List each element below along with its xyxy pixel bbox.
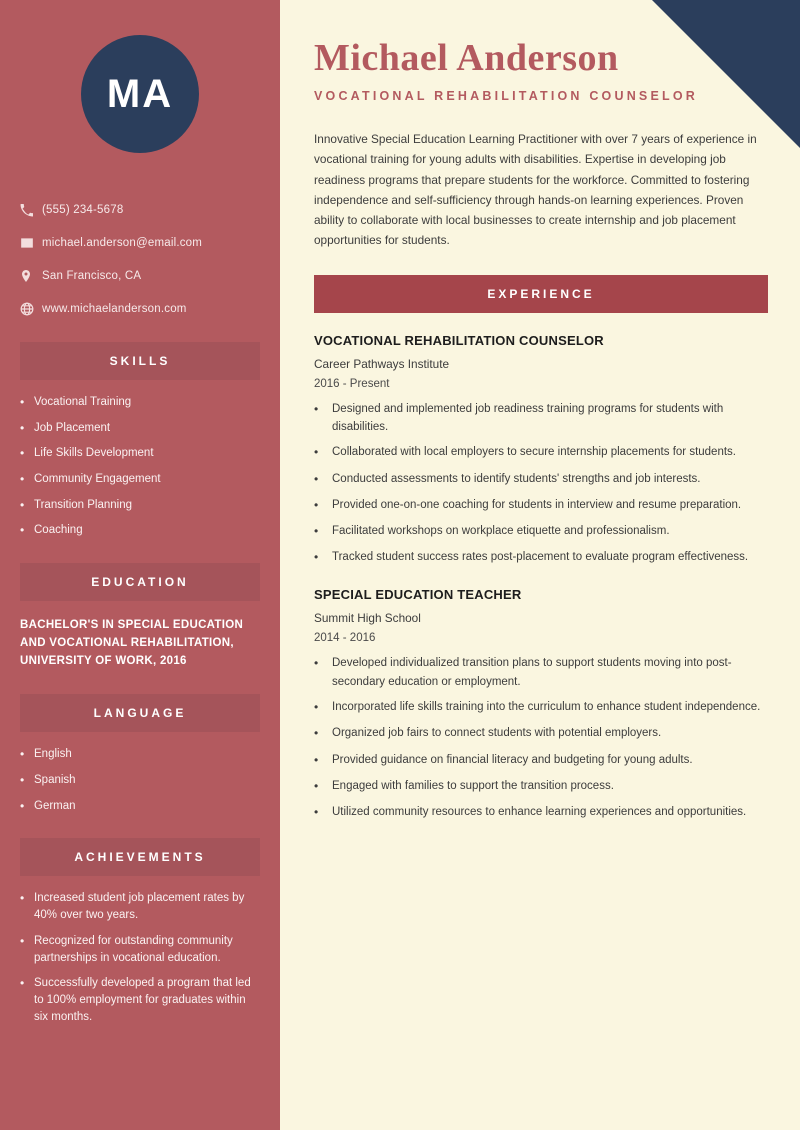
bullet-icon: • xyxy=(20,446,25,461)
bullet-icon: • xyxy=(314,524,319,539)
email-text: michael.anderson@email.com xyxy=(42,237,203,249)
bullet-icon: • xyxy=(20,976,25,991)
list-item xyxy=(20,890,260,923)
bullet-icon: • xyxy=(20,497,25,512)
job-org: Summit High School xyxy=(314,611,421,626)
experience-entry xyxy=(314,587,768,822)
bullet-icon: • xyxy=(314,726,319,741)
education-heading: EDUCATION xyxy=(20,563,260,601)
list-item xyxy=(314,751,768,770)
contact-website xyxy=(20,300,260,318)
summary-text: Innovative Special Education Learning Practitioner with over 7 years of experience in vocational training for young adults with disabilities. Expertise in developing job readiness programs that prepare students for the workforce. Committed to fostering independence and self-sufficiency through hands-on learning experiences. Proven ability to collaborate with local businesses to create internship and job placement opportunities for students. xyxy=(314,132,757,248)
language-label: Spanish xyxy=(34,774,76,787)
bullet-icon: • xyxy=(20,798,25,813)
list-item xyxy=(314,496,768,515)
website-text: www.michaelanderson.com xyxy=(42,303,187,315)
list-item xyxy=(20,798,260,815)
bullet-icon: • xyxy=(20,523,25,538)
bullet-icon: • xyxy=(20,933,25,948)
list-item xyxy=(20,975,260,1025)
list-item xyxy=(314,724,768,743)
list-item xyxy=(20,497,260,514)
job-role: VOCATIONAL REHABILITATION COUNSELOR xyxy=(314,332,604,348)
skill-label: Vocational Training xyxy=(34,396,132,408)
skill-label: Transition Planning xyxy=(34,498,133,511)
contact-phone xyxy=(20,201,260,219)
bullet-text: Utilized community resources to enhance learning experiences and opportunities. xyxy=(332,805,747,818)
experience-entry xyxy=(314,333,768,568)
language-label: English xyxy=(34,748,72,761)
bullet-icon: • xyxy=(20,891,25,906)
bullet-icon: • xyxy=(314,656,319,671)
list-item xyxy=(314,470,768,489)
list-item xyxy=(314,654,768,691)
avatar-initials: MA xyxy=(106,71,174,116)
bullet-text: Developed individualized transition plans to support students moving into post-secondary education or employment. xyxy=(332,657,732,688)
skill-label: Community Engagement xyxy=(34,473,161,486)
phone-icon xyxy=(20,201,42,219)
skills-list xyxy=(20,394,260,539)
achievements-list xyxy=(20,890,260,1025)
bullet-icon: • xyxy=(314,778,319,793)
list-item xyxy=(314,698,768,717)
list-item xyxy=(314,522,768,541)
bullet-icon: • xyxy=(314,700,319,715)
achievement-label: Recognized for outstanding community partnerships in vocational education. xyxy=(34,934,233,964)
achievement-label: Increased student job placement rates by 40% over two years. xyxy=(34,892,245,922)
bullet-icon: • xyxy=(314,752,319,767)
list-item xyxy=(314,777,768,796)
skill-label: Job Placement xyxy=(34,421,111,434)
bullet-text: Collaborated with local employers to secure internship placements for students. xyxy=(332,446,736,459)
list-item xyxy=(20,394,260,411)
language-heading: LANGUAGE xyxy=(20,694,260,732)
sidebar xyxy=(0,0,280,1130)
job-bullets xyxy=(314,400,768,568)
list-item xyxy=(20,420,260,437)
bullet-text: Designed and implemented job readiness training programs for students with disabilities. xyxy=(332,402,724,434)
main-column xyxy=(280,0,800,1130)
profession-subtitle: VOCATIONAL REHABILITATION COUNSELOR xyxy=(314,89,698,103)
bullet-icon: • xyxy=(20,472,25,487)
bullet-icon: • xyxy=(314,550,319,565)
list-item xyxy=(20,746,260,763)
skill-label: Life Skills Development xyxy=(34,447,154,460)
experience-heading: EXPERIENCE xyxy=(314,275,768,313)
globe-icon xyxy=(20,300,42,318)
achievement-label: Successfully developed a program that led to 100% employment for graduates within six months. xyxy=(34,977,251,1023)
list-item xyxy=(314,803,768,822)
list-item xyxy=(20,522,260,539)
bullet-text: Engaged with families to support the transition process. xyxy=(332,779,614,792)
contact-location xyxy=(20,267,260,285)
job-org: Career Pathways Institute xyxy=(314,356,450,371)
contact-list xyxy=(20,201,260,318)
list-item xyxy=(314,443,768,462)
bullet-icon: • xyxy=(20,747,25,762)
bullet-text: Incorporated life skills training into the curriculum to enhance student independence. xyxy=(332,701,761,714)
bullet-icon: • xyxy=(20,773,25,788)
bullet-icon: • xyxy=(20,395,25,409)
contact-email xyxy=(20,234,260,252)
job-dates: 2014 - 2016 xyxy=(314,632,376,645)
bullet-text: Provided one-on-one coaching for students in interview and resume preparation. xyxy=(332,498,742,511)
bullet-icon: • xyxy=(314,471,319,486)
bullet-icon: • xyxy=(314,445,319,460)
envelope-icon xyxy=(20,234,42,252)
job-bullets xyxy=(314,654,768,822)
page-title: Michael Anderson xyxy=(314,37,619,79)
education-text: BACHELOR'S IN SPECIAL EDUCATION AND VOCATIONAL REHABILITATION, UNIVERSITY OF WORK, 2016 xyxy=(20,619,244,667)
bullet-icon: • xyxy=(314,804,319,819)
location-text: San Francisco, CA xyxy=(42,270,142,282)
bullet-icon: • xyxy=(314,401,319,416)
avatar xyxy=(81,35,199,153)
location-pin-icon xyxy=(20,267,42,285)
bullet-text: Organized job fairs to connect students with potential employers. xyxy=(332,727,662,740)
phone-text: (555) 234-5678 xyxy=(42,204,124,216)
language-label: German xyxy=(34,799,76,812)
achievements-heading: ACHIEVEMENTS xyxy=(20,838,260,876)
job-dates: 2016 - Present xyxy=(314,377,390,390)
bullet-icon: • xyxy=(314,497,319,512)
list-item xyxy=(20,933,260,966)
language-list xyxy=(20,746,260,814)
list-item xyxy=(314,400,768,437)
bullet-text: Conducted assessments to identify students' strengths and job interests. xyxy=(332,472,701,485)
list-item xyxy=(20,471,260,488)
list-item xyxy=(314,548,768,567)
bullet-text: Tracked student success rates post-placement to evaluate program effectiveness. xyxy=(332,551,749,564)
list-item xyxy=(20,445,260,462)
list-item xyxy=(20,772,260,789)
skills-heading: SKILLS xyxy=(20,342,260,380)
job-role: SPECIAL EDUCATION TEACHER xyxy=(314,587,522,603)
bullet-text: Provided guidance on financial literacy and budgeting for young adults. xyxy=(332,753,693,766)
skill-label: Coaching xyxy=(34,524,83,537)
bullet-text: Facilitated workshops on workplace etiquette and professionalism. xyxy=(332,525,670,538)
bullet-icon: • xyxy=(20,420,25,435)
